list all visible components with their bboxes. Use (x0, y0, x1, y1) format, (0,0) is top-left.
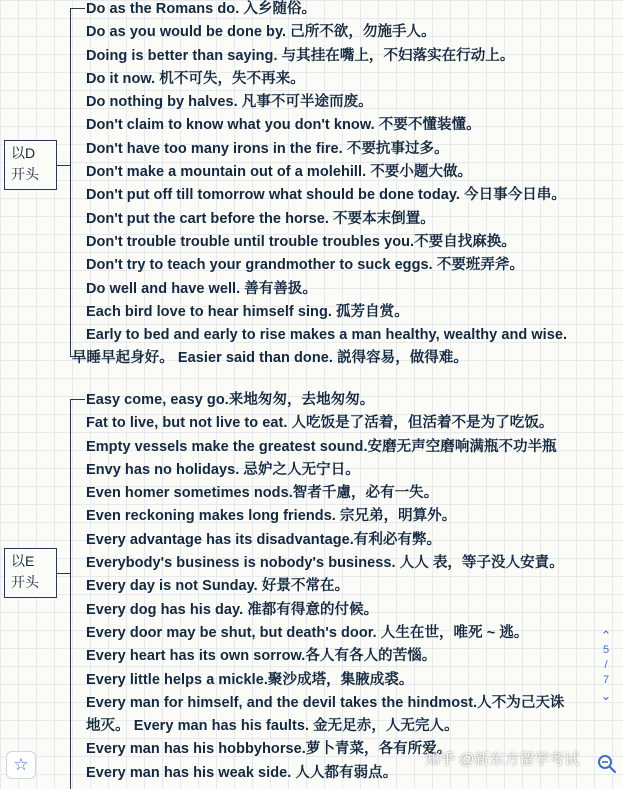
subtopic-item[interactable]: Everybody's business is nobody's business. 人人 表，等子没人安責。 (86, 555, 564, 572)
subtopic-item[interactable]: Every heart has its own sorrow.各人有各人的苦惱。 (86, 648, 437, 665)
tree-branch-e (70, 399, 71, 789)
subtopic-item[interactable]: Every man has his weak side. 人人都有弱点。 (86, 764, 398, 781)
zoom-button[interactable] (595, 752, 619, 776)
chevron-up-icon[interactable]: ⌃ (600, 628, 612, 643)
favorite-button[interactable] (6, 751, 36, 779)
page-navigator (599, 628, 613, 703)
subtopic-item[interactable]: Every man has his hobbyhorse.萝卜青菜，各有所爱。 (86, 741, 452, 758)
chevron-down-icon[interactable]: ⌄ (600, 688, 612, 703)
topic-node-d[interactable] (4, 140, 57, 190)
topic-label-line2: 开头 (11, 574, 39, 590)
subtopic-item[interactable]: Don't trouble trouble until trouble troubles you.不要自找麻换。 (86, 233, 516, 250)
node-connector (57, 165, 71, 166)
subtopic-item[interactable]: Do it now. 机不可失，失不再来。 (86, 70, 305, 87)
star-icon: ☆ (13, 755, 29, 774)
page-separator: / (604, 659, 608, 671)
subtopic-item[interactable]: Even reckoning makes long friends. 宗兄弟，明算外。 (86, 508, 457, 525)
subtopic-item[interactable]: Do as you would be done by. 己所不欲，勿施手人。 (86, 24, 436, 41)
subtopic-item[interactable]: Do well and have well. 善有善扱。 (86, 280, 318, 297)
subtopic-item[interactable]: Every dog has his day. 准都有得意的付候。 (86, 601, 379, 618)
zoom-icon (597, 754, 617, 774)
total-pages: 7 (602, 674, 610, 686)
subtopic-item[interactable]: Do as the Romans do. 入乡随俗。 (86, 1, 317, 17)
subtopic-item[interactable]: Don't try to teach your grandmother to suck eggs. 不要班弄斧。 (86, 257, 525, 274)
node-connector (57, 573, 71, 574)
subtopic-list-d (72, 0, 568, 371)
watermark: 知乎 @新东方留学考试 (425, 751, 580, 768)
subtopic-list-e (86, 389, 564, 785)
subtopic-item[interactable]: Empty vessels make the greatest sound.安磨无声空磨响满瓶不功半瓶 (86, 438, 557, 455)
branch-tick (71, 399, 85, 400)
current-page: 5 (602, 644, 610, 656)
subtopic-item[interactable]: 早睡早起身好。 Easier said than done. 説得容易，做得难。 (72, 350, 468, 367)
topic-label-line1: 以E (11, 553, 35, 569)
subtopic-item[interactable]: Don't put the cart before the horse. 不要本末倒置。 (86, 210, 435, 227)
subtopic-item[interactable]: Don't put off till tomorrow what should be done today. 今日事今日串。 (86, 187, 566, 204)
subtopic-item[interactable]: Each bird love to hear himself sing. 孤芳自赏。 (86, 303, 409, 320)
subtopic-item[interactable]: Early to bed and early to rise makes a man healthy, wealthy and wise. (86, 327, 568, 344)
subtopic-item[interactable]: Envy has no holidays. 忌妒之人无宁日。 (86, 461, 360, 478)
topic-node-e[interactable] (4, 548, 57, 598)
subtopic-item[interactable]: Don't have too many irons in the fire. 不要抗事过多。 (86, 140, 449, 157)
subtopic-item[interactable]: Even homer sometimes nods.智者千慮，必有一失。 (86, 485, 439, 502)
subtopic-item[interactable]: Do nothing by halves. 凡事不可半途而废。 (86, 94, 373, 111)
subtopic-item[interactable]: Don't make a mountain out of a molehill. 不要小题大做。 (86, 164, 473, 181)
branch-tick (71, 8, 85, 9)
topic-label-line1: 以D (11, 145, 36, 161)
subtopic-item[interactable]: Every little helps a mickle.聚沙成塔，集腋成裘。 (86, 671, 414, 688)
subtopic-item[interactable]: Every man for himself, and the devil takes the hindmost.人不为己天诛 (86, 694, 565, 711)
subtopic-item[interactable]: Doing is better than saying. 与其挂在嘴上，不妇落实在行动上。 (86, 47, 515, 64)
tree-branch-d (70, 8, 71, 357)
topic-label-line2: 开头 (11, 166, 39, 182)
subtopic-item[interactable]: Every advantage has its disadvantage.有利必有弊。 (86, 531, 442, 548)
subtopic-item[interactable]: Every door may be shut, but death's door. 人生在世，唯死 ~ 逃。 (86, 624, 529, 641)
subtopic-item[interactable]: Don't claim to know what you don't know. 不要不懂装懂。 (86, 117, 481, 134)
subtopic-item[interactable]: Every day is not Sunday. 好景不常在。 (86, 578, 350, 595)
subtopic-item[interactable]: Fat to live, but not live to eat. 人吃饭是了活着，但活着不是为了吃饭。 (86, 415, 554, 432)
subtopic-item[interactable]: Easy come, easy go.来地匆匆，去地匆匆。 (86, 392, 375, 408)
subtopic-item[interactable]: 地灭。 Every man has his faults. 金无足赤，人无完人。 (86, 718, 459, 735)
